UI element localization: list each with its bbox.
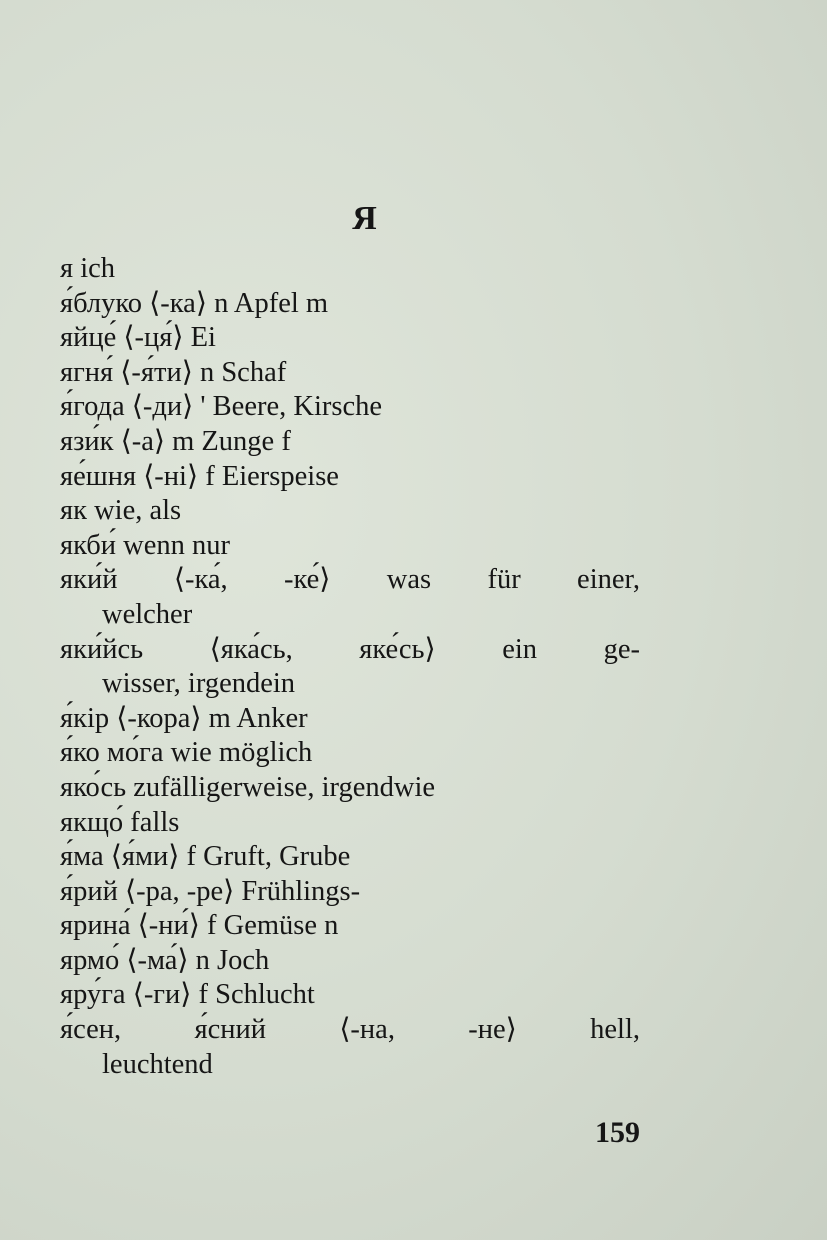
- entry-word: -не⟩: [468, 1014, 517, 1046]
- entry-line-justified: [60, 633, 640, 668]
- entry-word: -ке́⟩: [284, 564, 331, 596]
- entry-word: яке́сь⟩: [359, 633, 436, 665]
- entry-continuation: welcher: [102, 598, 193, 630]
- entry-word: я́сен,: [60, 1014, 122, 1046]
- entry-word: я́сний: [194, 1014, 266, 1046]
- section-letter-heading: Я: [352, 200, 378, 237]
- entry-word: für: [487, 564, 521, 596]
- entry-word: яки́й: [60, 564, 118, 596]
- entry-word: was: [386, 564, 432, 596]
- entry-line-justified: [60, 563, 640, 598]
- entry-continuation: leuchtend: [102, 1048, 213, 1080]
- entry-word: яки́йсь: [60, 633, 144, 665]
- entry-line: якби́ wenn nur: [60, 529, 230, 561]
- entry-word: hell,: [590, 1014, 640, 1046]
- entry-line: ярмо́ ⟨-ма́⟩ n Joch: [60, 944, 270, 976]
- entry-line: я́кір ⟨-кора⟩ m Anker: [60, 702, 308, 734]
- entry-line: я́рий ⟨-ра, -ре⟩ Frühlings-: [60, 875, 361, 907]
- entry-line: як wie, als: [60, 495, 182, 527]
- entry-line: яру́га ⟨-ги⟩ f Schlucht: [60, 979, 315, 1011]
- entry-line: яе́шня ⟨-ні⟩ f Eierspeise: [60, 460, 339, 492]
- entry-word: ⟨-на,: [339, 1014, 395, 1046]
- entry-continuation: wisser, irgendein: [102, 668, 296, 700]
- entry-line: ягня́ ⟨-я́ти⟩ n Schaf: [60, 356, 287, 388]
- entry-line: якщо́ falls: [60, 806, 180, 838]
- entry-line: я́ма ⟨я́ми⟩ f Gruft, Grube: [60, 841, 351, 873]
- entry-line: я́блуко ⟨-ка⟩ n Apfel m: [60, 287, 329, 319]
- entry-word: ge-: [603, 633, 640, 665]
- entry-word: ⟨яка́сь,: [209, 633, 293, 665]
- entry-word: einer,: [577, 564, 640, 596]
- entry-line: ярина́ ⟨-ни́⟩ f Gemüse n: [60, 910, 339, 942]
- entry-line: я ich: [60, 253, 116, 284]
- entry-line: я́года ⟨-ди⟩ ' Beere, Kirsche: [60, 391, 382, 423]
- page-number: 159: [595, 1116, 640, 1149]
- entry-list: [60, 252, 640, 1082]
- entry-word: ein: [502, 633, 538, 665]
- entry-word: ⟨-ка́,: [173, 564, 228, 596]
- entry-line: я́ко мо́га wie möglich: [60, 737, 313, 769]
- entry-line: язи́к ⟨-а⟩ m Zunge f: [60, 425, 291, 457]
- entry-line: яко́сь zufälligerweise, irgendwie: [60, 771, 436, 803]
- entry-line: яйце́ ⟨-ця́⟩ Ei: [60, 322, 216, 354]
- entry-line-justified: [60, 1013, 640, 1048]
